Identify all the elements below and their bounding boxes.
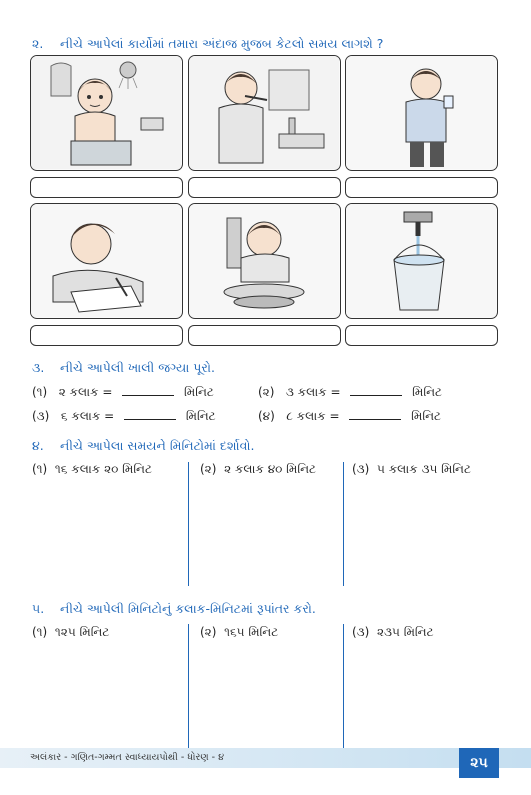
q5-title: નીચે આપેલી મિનિટોનું કલાક-મિનિટમાં રૂપાંતર કરો.: [60, 601, 316, 616]
illustration-tap-bucket: [345, 203, 498, 319]
answer-blank[interactable]: [122, 385, 174, 396]
q3-item-3: [32, 409, 216, 424]
q3-item-unit: મિનિટ: [184, 385, 214, 399]
answer-blank[interactable]: [124, 409, 176, 420]
q4-item-3: [352, 462, 471, 477]
answer-box-drinking[interactable]: [345, 177, 498, 198]
q2-number: ૨.: [32, 36, 44, 51]
answer-blank[interactable]: [349, 409, 401, 420]
q4-item-text: ૨ કલાક ૪૦ મિનિટ: [224, 462, 316, 476]
q3-item-unit: મિનિટ: [411, 409, 441, 423]
illustration-drinking: [345, 55, 498, 171]
q4-item-2: [200, 462, 316, 477]
q5-item-text: ૧૨૫ મિનિટ: [54, 625, 110, 639]
q5-heading: [32, 601, 316, 617]
q3-item-index: (૩): [32, 409, 50, 423]
illustration-writing: [30, 203, 183, 319]
q3-item-unit: મિનિટ: [185, 409, 216, 423]
q5-item-index: (૨): [200, 625, 217, 639]
q4-item-1: [32, 462, 152, 477]
q4-column-divider: [188, 462, 189, 586]
page-number: ૨૫: [459, 748, 499, 778]
q5-item-3: [352, 625, 434, 640]
q3-item-unit: મિનિટ: [412, 385, 442, 399]
q3-item-hours: ૮ કલાક =: [286, 409, 340, 423]
q3-item-index: (૧): [32, 385, 48, 399]
q5-number: ૫.: [32, 601, 45, 616]
footer-text: અલંકાર - ગણિત-ગમ્મત સ્વાધ્યાયપોથી - ધોરણ - ૪: [30, 752, 224, 763]
q4-item-index: (૨): [200, 462, 217, 476]
q3-item-1: [32, 385, 214, 400]
answer-box-writing[interactable]: [30, 325, 183, 346]
answer-box-tap-bucket[interactable]: [345, 325, 498, 346]
q5-item-text: ૧૬૫ મિનિટ: [224, 625, 279, 639]
q2-heading: [32, 36, 383, 52]
q4-number: ૪.: [32, 438, 44, 453]
q3-item-hours: ૩ કલાક =: [285, 385, 341, 399]
q3-item-hours: ૬ કલાક =: [60, 409, 115, 423]
q4-item-index: (૧): [32, 462, 48, 476]
illustration-bathing: [30, 55, 183, 171]
q4-title: નીચે આપેલા સમયને મિનિટોમાં દર્શાવો.: [60, 438, 255, 453]
q5-item-index: (૧): [32, 625, 48, 639]
illustration-brushing: [188, 55, 341, 171]
q5-column-divider: [343, 624, 344, 748]
q3-item-4: [258, 409, 441, 424]
q4-column-divider: [343, 462, 344, 586]
q4-item-text: ૫ કલાક ૩૫ મિનિટ: [377, 462, 471, 476]
q2-title: નીચે આપેલાં કાર્યોમાં તમારા અંદાજ મુજબ કેટલો સમય લાગશે ?: [60, 36, 384, 51]
q3-number: ૩.: [32, 360, 45, 375]
answer-box-brushing[interactable]: [188, 177, 341, 198]
q3-item-hours: ૨ કલાક =: [58, 385, 113, 399]
q3-title: નીચે આપેલી ખાલી જગ્યા પૂરો.: [60, 360, 215, 375]
q5-item-text: ૨૩૫ મિનિટ: [377, 625, 434, 639]
illustration-eating: [188, 203, 341, 319]
answer-blank[interactable]: [350, 385, 402, 396]
q3-item-2: [258, 385, 442, 400]
q5-item-index: (૩): [352, 625, 370, 639]
q3-item-index: (૨): [258, 385, 275, 399]
q4-item-index: (૩): [352, 462, 370, 476]
answer-box-bathing[interactable]: [30, 177, 183, 198]
q5-column-divider: [188, 624, 189, 748]
q3-heading: [32, 360, 215, 376]
q3-item-index: (૪): [258, 409, 275, 423]
q5-item-1: [32, 625, 109, 640]
q5-item-2: [200, 625, 278, 640]
q4-item-text: ૧૬ કલાક ૨૦ મિનિટ: [54, 462, 152, 476]
q4-heading: [32, 438, 254, 454]
answer-box-eating[interactable]: [188, 325, 341, 346]
